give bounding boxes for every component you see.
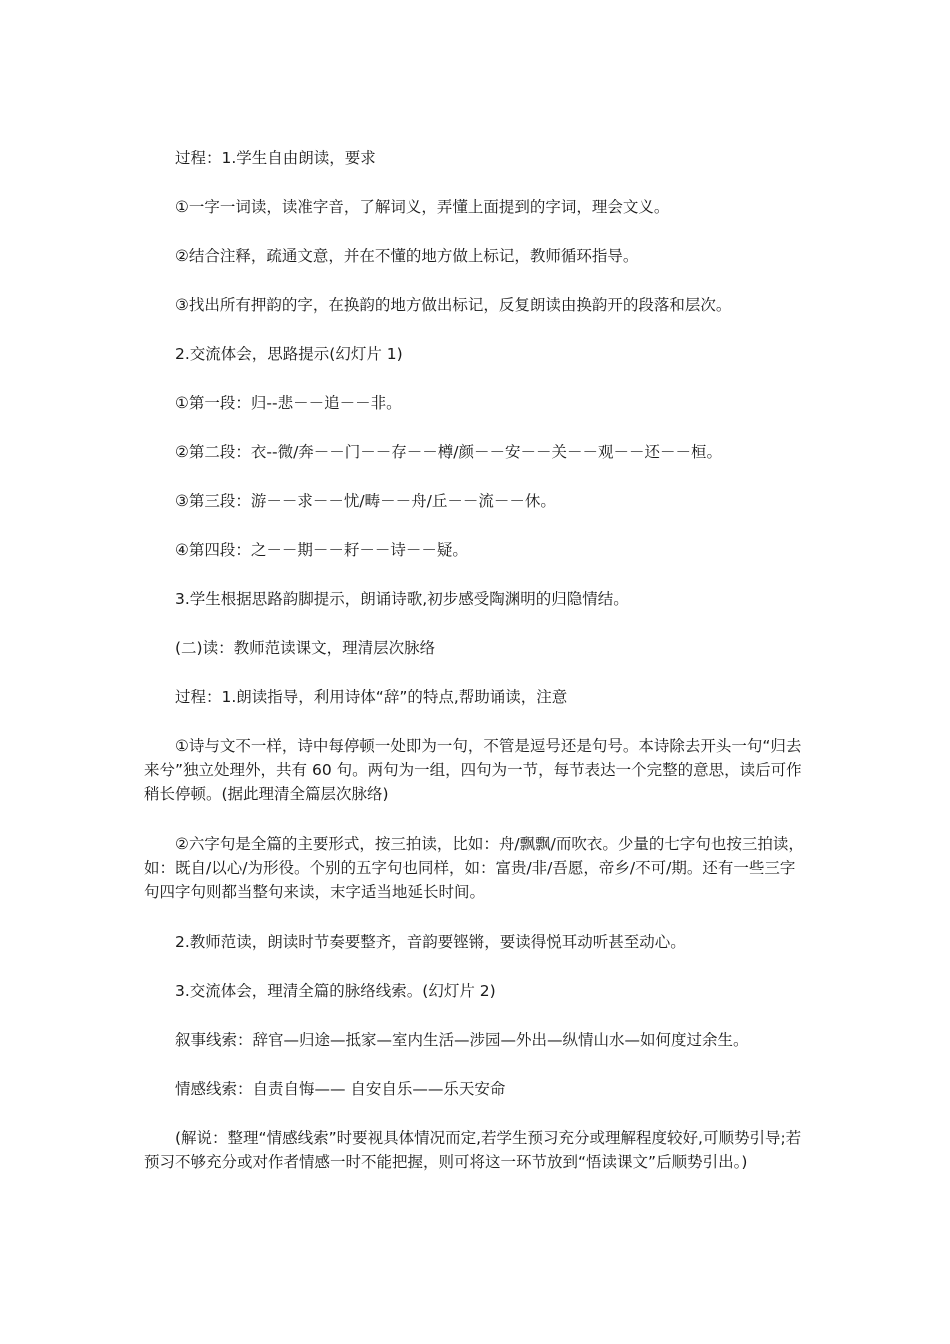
paragraph: ①一字一词读，读准字音，了解词义，弄懂上面提到的字词，理会文义。 xyxy=(175,198,670,216)
paragraph: (解说：整理“情感线索”时要视具体情况而定,若学生预习充分或理解程度较好,可顺势引导;若预习不够充分或对作者情感一时不能把握，则可将这一环节放到“悟读课文”后顺势引出。) xyxy=(144,1129,802,1171)
paragraph: (二)读：教师范读课文，理清层次脉络 xyxy=(175,639,436,657)
paragraph: 3.学生根据思路韵脚提示，朗诵诗歌,初步感受陶渊明的归隐情结。 xyxy=(175,590,629,608)
paragraph: 叙事线索：辞官—归途—抵家—室内生活—涉园—外出—纵情山水—如何度过余生。 xyxy=(175,1031,749,1049)
paragraph: ②结合注释，疏通文意，并在不懂的地方做上标记，教师循环指导。 xyxy=(175,247,639,265)
paragraph: ①诗与文不一样，诗中每停顿一处即为一句，不管是逗号还是句号。本诗除去开头一句“归去来兮”独立处理外，共有 60 句。两句为一组，四句为一节，每节表达一个完整的意思，读后可作稍长停顿。(据此理清全篇层次脉络) xyxy=(144,737,802,803)
paragraph: ④第四段：之－－期－－耔－－诗－－疑。 xyxy=(175,541,468,559)
document-body xyxy=(144,146,809,1199)
paragraph: ①第一段：归--悲－－追－－非。 xyxy=(175,394,402,412)
paragraph: 3.交流体会，理清全篇的脉络线索。(幻灯片 2) xyxy=(175,982,496,1000)
paragraph: ②第二段：衣--微/奔－－门－－存－－樽/颜－－安－－关－－观－－还－－桓。 xyxy=(175,443,723,461)
paragraph: ③第三段：游－－求－－忧/畴－－舟/丘－－流－－休。 xyxy=(175,492,556,510)
paragraph: 2.教师范读，朗读时节奏要整齐，音韵要铿锵，要读得悦耳动听甚至动心。 xyxy=(175,933,686,951)
paragraph: ②六字句是全篇的主要形式，按三拍读，比如：舟/飘飘/而吹衣。少量的七字句也按三拍读，如：既自/以心/为形役。个别的五字句也同样，如：富贵/非/吾愿，帝乡/不可/期。还有一些三字句四字句则都当整句来读，末字适当地延长时间。 xyxy=(144,835,804,901)
paragraph: 过程：1.学生自由朗读，要求 xyxy=(175,149,376,167)
paragraph: 2.交流体会，思路提示(幻灯片 1) xyxy=(175,345,403,363)
paragraph: 情感线索：自责自悔—— 自安自乐——乐天安命 xyxy=(175,1080,506,1098)
paragraph: 过程：1.朗读指导，利用诗体“辞”的特点,帮助诵读，注意 xyxy=(175,688,568,706)
paragraph: ③找出所有押韵的字，在换韵的地方做出标记，反复朗读由换韵开的段落和层次。 xyxy=(175,296,732,314)
